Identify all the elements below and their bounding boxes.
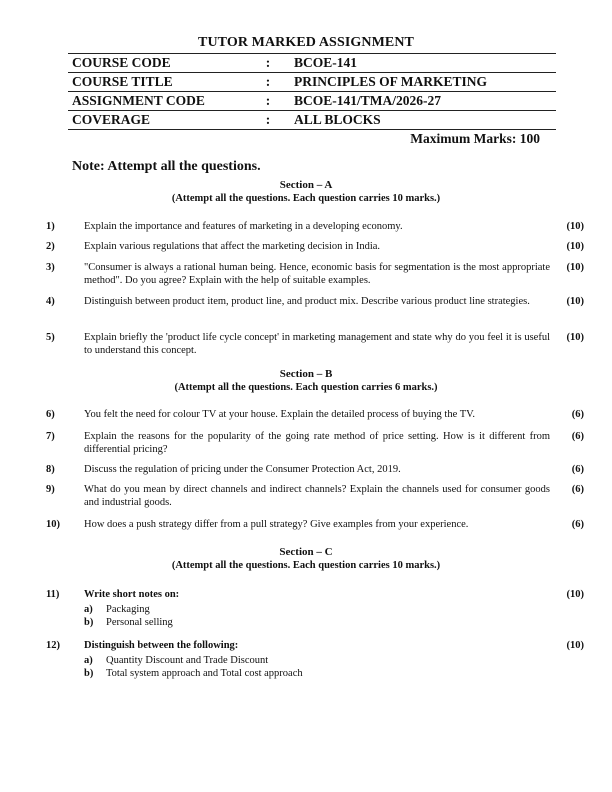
question-marks: (6) — [571, 431, 584, 442]
row-separator: : — [246, 73, 290, 92]
maximum-marks: Maximum Marks: 100 — [410, 131, 540, 146]
question-text: "Consumer is always a rational human being. Hence, economic basis for segmentation is the most appropriate method". Do you agree? Explain with the help of suitable examples. — [84, 262, 550, 286]
course-info-table — [68, 53, 556, 130]
question-number: 11) — [46, 589, 60, 600]
question-number: 8) — [46, 464, 55, 475]
section-a-instruction: (Attempt all the questions. Each question carries 10 marks.) — [171, 193, 441, 204]
sub-item-label: a) — [84, 655, 93, 666]
sub-item — [84, 655, 268, 668]
question-text: How does a push strategy differ from a pull strategy? Give examples from your experience. — [84, 519, 469, 530]
section-c-title: Section – C — [279, 546, 333, 558]
question-text: Explain briefly the 'product life cycle concept' in marketing management and state why do you feel it is useful to understand this concept. — [84, 332, 550, 356]
section-b-title: Section – B — [279, 368, 333, 380]
question-number: 2) — [46, 241, 55, 252]
question-marks: (10) — [566, 589, 584, 600]
document-title: TUTOR MARKED ASSIGNMENT — [198, 35, 414, 50]
sub-item-label: b) — [84, 668, 94, 679]
sub-item — [84, 668, 303, 681]
question-marks: (6) — [571, 464, 584, 475]
course-code-row — [68, 54, 556, 73]
row-separator: : — [246, 54, 290, 73]
question-number: 7) — [46, 431, 55, 442]
question-number: 9) — [46, 484, 55, 495]
sub-item — [84, 604, 150, 617]
question-text: Write short notes on: — [84, 589, 180, 600]
question-marks: (6) — [571, 484, 584, 495]
row-separator: : — [246, 92, 290, 111]
question-marks: (10) — [566, 296, 584, 307]
question-text: Explain the importance and features of marketing in a developing economy. — [84, 221, 403, 232]
row-separator: : — [246, 111, 290, 130]
question-text: Explain the reasons for the popularity of the going rate method of price setting. How is it different from differential pricing? — [84, 431, 550, 455]
row-label: COVERAGE — [68, 111, 246, 130]
question-marks: (10) — [566, 241, 584, 252]
question-marks: (10) — [566, 640, 584, 651]
sub-item-text: Personal selling — [106, 617, 173, 628]
question-number: 6) — [46, 409, 55, 420]
question-text: Discuss the regulation of pricing under the Consumer Protection Act, 2019. — [84, 464, 401, 475]
row-value: BCOE-141 — [290, 54, 556, 73]
section-a-title: Section – A — [279, 179, 333, 191]
question-marks: (10) — [566, 221, 584, 232]
question-text: Distinguish between the following: — [84, 640, 239, 651]
row-label: COURSE TITLE — [68, 73, 246, 92]
course-title-row — [68, 73, 556, 92]
sub-item-label: a) — [84, 604, 93, 615]
question-text: You felt the need for colour TV at your house. Explain the detailed process of buying the TV. — [84, 409, 475, 420]
question-marks: (6) — [571, 409, 584, 420]
section-b-instruction: (Attempt all the questions. Each question carries 6 marks.) — [174, 382, 438, 393]
row-value: PRINCIPLES OF MARKETING — [290, 73, 556, 92]
sub-item-label: b) — [84, 617, 94, 628]
question-marks: (6) — [571, 519, 584, 530]
sub-item — [84, 617, 173, 630]
row-label: COURSE CODE — [68, 54, 246, 73]
coverage-row — [68, 111, 556, 130]
sub-item-text: Total system approach and Total cost approach — [106, 668, 303, 679]
question-marks: (10) — [566, 262, 584, 273]
question-number: 4) — [46, 296, 55, 307]
question-number: 3) — [46, 262, 55, 273]
section-c-instruction: (Attempt all the questions. Each question carries 10 marks.) — [171, 560, 441, 571]
question-number: 1) — [46, 221, 55, 232]
question-text: Distinguish between product item, product line, and product mix. Describe various product line strategies. — [84, 296, 530, 307]
question-text: Explain various regulations that affect the marketing decision in India. — [84, 241, 381, 252]
question-text: What do you mean by direct channels and indirect channels? Explain the channels used for consumer goods and industrial goods. — [84, 484, 550, 508]
sub-item-text: Quantity Discount and Trade Discount — [106, 655, 269, 666]
question-number: 5) — [46, 332, 55, 343]
question-marks: (10) — [566, 332, 584, 343]
row-value: ALL BLOCKS — [290, 111, 556, 130]
row-value: BCOE-141/TMA/2026-27 — [290, 92, 556, 111]
note: Note: Attempt all the questions. — [72, 159, 261, 174]
question-number: 10) — [46, 519, 60, 530]
sub-item-text: Packaging — [106, 604, 150, 615]
assignment-code-row — [68, 92, 556, 111]
question-number: 12) — [46, 640, 60, 651]
row-label: ASSIGNMENT CODE — [68, 92, 246, 111]
